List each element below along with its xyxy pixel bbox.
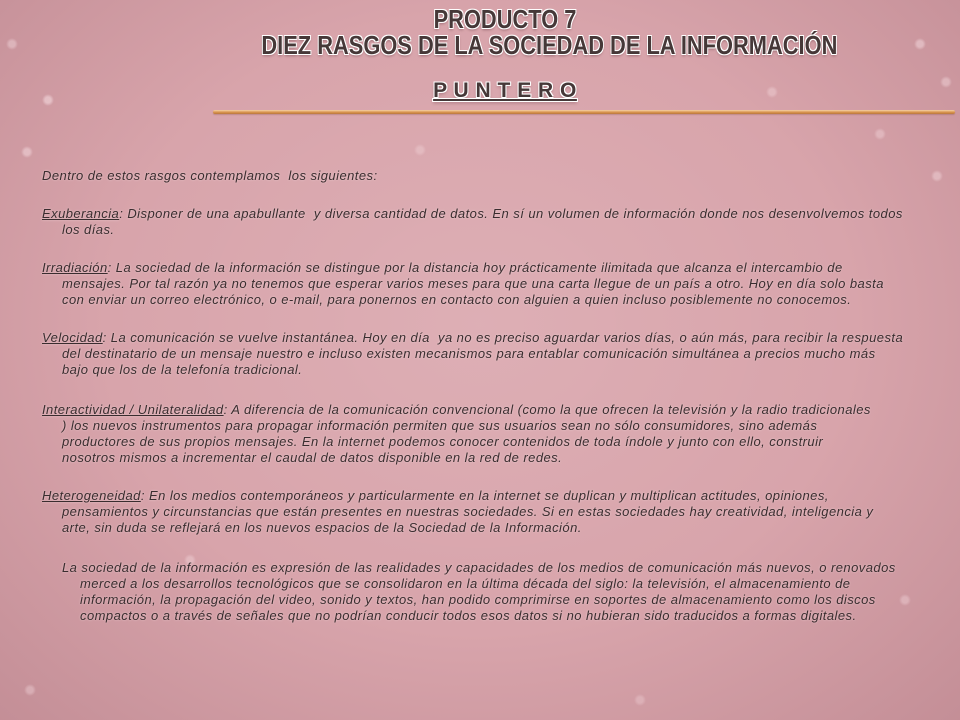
paragraph-line: merced a los desarrollos tecnológicos que se consolidaron en la última década del siglo: la televisión, el almacenamiento de <box>80 576 851 591</box>
paragraph-line-text: : Disponer de una apabullante y diversa cantidad de datos. En sí un volumen de información donde nos desenvolvemos todos <box>119 206 903 221</box>
trait-paragraph-heterogeneidad <box>42 488 873 536</box>
trait-term: Irradiación <box>42 260 108 275</box>
paragraph-first-line <box>42 402 871 418</box>
paragraph-line: con enviar un correo electrónico, o e-mail, para ponernos en contacto con alguien a quien incluso posiblemente no conocemos. <box>62 292 852 307</box>
paragraph-first-line <box>42 330 903 346</box>
title-line-1: PRODUCTO 7 <box>433 4 577 34</box>
paragraph-line-text: : A diferencia de la comunicación convencional (como la que ofrecen la televisión y la radio tradicionales <box>223 402 871 417</box>
paragraph-line: productores de sus propios mensajes. En la internet podemos conocer contenidos de toda índole y junto con ello, construir <box>62 434 824 449</box>
trait-term: Exuberancia <box>42 206 120 221</box>
paragraph-line-text: : La comunicación se vuelve instantánea. Hoy en día ya no es preciso aguardar varios días, o aún más, para recibir la respuesta <box>102 330 904 345</box>
trait-term: Interactividad / Unilateralidad <box>42 402 224 417</box>
paragraph-line: los días. <box>62 222 115 237</box>
trait-paragraph-exuberancia <box>42 206 903 238</box>
paragraph-first-line <box>42 206 903 222</box>
trait-term: Heterogeneidad <box>42 488 141 503</box>
paragraph-first-line <box>42 488 873 504</box>
paragraph-line: Dentro de estos rasgos contemplamos los siguientes: <box>42 168 378 183</box>
paragraph-line: nosotros mismos a incrementar el caudal de datos disponible en la red de redes. <box>62 450 563 465</box>
paragraph-line-text: : La sociedad de la información se distingue por la distancia hoy prácticamente ilimitada que alcanza el intercambio de <box>107 260 843 275</box>
paragraph-line-text: : En los medios contemporáneos y particularmente en la internet se duplican y multiplican actitudes, opiniones, <box>140 488 829 503</box>
paragraph-line: La sociedad de la información es expresión de las realidades y capacidades de los medios de comunicación más nuevos, o renovados <box>62 560 896 575</box>
intro-paragraph <box>42 168 378 184</box>
title-line-2: DIEZ RASGOS DE LA SOCIEDAD DE LA INFORMACIÓN <box>261 30 838 60</box>
paragraph-line: ) los nuevos instrumentos para propagar información permiten que sus usuarios sean no sólo consumidores, sino además <box>62 418 818 433</box>
paragraph-line: información, la propagación del video, sonido y textos, han podido comprimirse en soportes de almacenamiento como los discos <box>80 592 876 607</box>
paragraph-line: compactos o a través de señales que no podrían conducir todos esos datos si no hubieran sido traducidos a formas digitales. <box>80 608 857 623</box>
paragraph-first-line <box>42 260 884 276</box>
title-separator-line <box>213 110 955 114</box>
trait-paragraph-irradiacion <box>42 260 884 308</box>
subtitle: P U N T E R O <box>433 79 577 102</box>
paragraph-line: pensamientos y circunstancias que están presentes en nuestras sociedades. Si en estas sociedades hay creatividad, inteligencia y <box>62 504 874 519</box>
closing-paragraph <box>62 560 896 624</box>
trait-paragraph-interactividad <box>42 402 871 466</box>
trait-term: Velocidad <box>42 330 103 345</box>
subtitle-wrapper <box>215 79 795 103</box>
paragraph-line: del destinatario de un mensaje nuestro e incluso existen mecanismos para entablar comunicación simultánea a precios mucho más <box>62 346 876 361</box>
paragraph-line: bajo que los de la telefonía tradicional. <box>62 362 303 377</box>
paragraph-line: mensajes. Por tal razón ya no tenemos que esperar varios meses para que una carta llegue de un país a otro. Hoy en día solo basta <box>62 276 884 291</box>
trait-paragraph-velocidad <box>42 330 903 378</box>
paragraph-line: arte, sin duda se reflejará en los nuevos espacios de la Sociedad de la Información. <box>62 520 582 535</box>
